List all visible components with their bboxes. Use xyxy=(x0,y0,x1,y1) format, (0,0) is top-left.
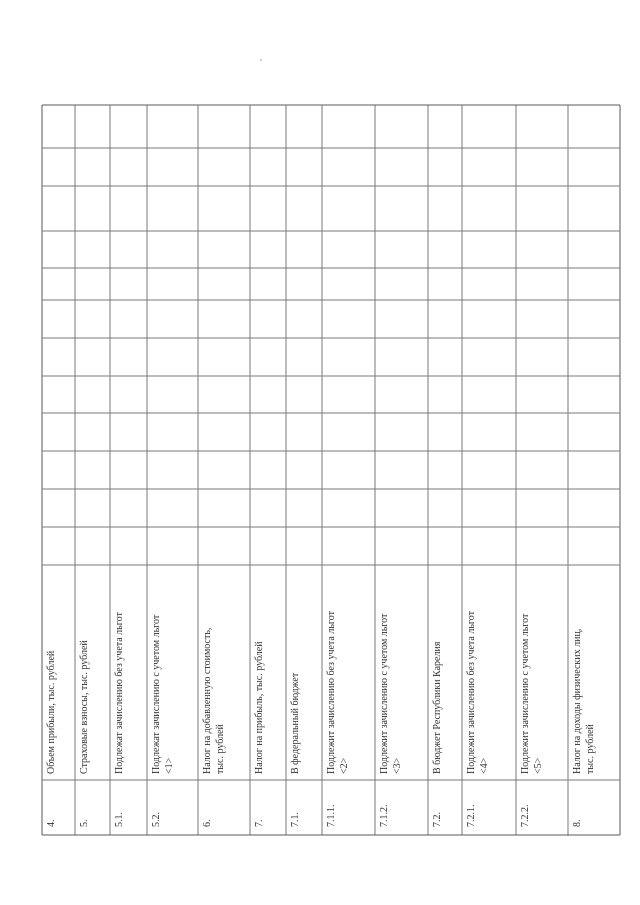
row-label: Налог на доходы физических лиц, xyxy=(572,628,583,774)
row-number: 7.1.2. xyxy=(379,804,390,827)
table-row xyxy=(466,610,490,827)
row-label: В федеральный бюджет xyxy=(290,672,301,774)
row-label: Налог на добавленную стоимость, xyxy=(202,627,213,774)
row-label: Подлежит зачислению без учета льгот xyxy=(466,611,477,774)
scan-speck xyxy=(260,59,262,61)
row-number: 8. xyxy=(572,819,583,827)
row-number: 5.2. xyxy=(151,812,162,827)
row-label: <1> xyxy=(164,757,175,774)
row-label: В бюджет Республики Карелия xyxy=(432,641,443,774)
row-label: Страховые взносы, тыс. рублей xyxy=(79,640,90,774)
row-number: 7.2. xyxy=(432,812,443,827)
table-row xyxy=(290,672,301,827)
table-row xyxy=(254,641,265,827)
row-number: 7.2.1. xyxy=(466,804,477,827)
table-row xyxy=(202,628,226,827)
row-number: 7.1.1. xyxy=(326,804,337,827)
table-row xyxy=(79,640,90,827)
row-number: 6. xyxy=(202,819,213,827)
row-label: <3> xyxy=(392,757,403,774)
row-label: Объем прибыли, тыс. рублей xyxy=(46,650,57,774)
row-label: <2> xyxy=(339,757,350,774)
table-row xyxy=(114,612,125,827)
row-number: 7. xyxy=(254,819,265,827)
row-number: 7.1. xyxy=(290,812,301,827)
row-number: 5. xyxy=(79,819,90,827)
row-number: 4. xyxy=(46,819,57,827)
table-rows xyxy=(46,610,596,827)
row-label: Подлежат зачислению с учетом льгот xyxy=(151,614,162,774)
row-label: тыс. рублей xyxy=(215,724,226,774)
row-label: Подлежат зачислению без учета льгот xyxy=(114,612,125,774)
row-label: Подлежит зачислению с учетом льгот xyxy=(520,613,531,774)
table-row xyxy=(151,614,175,827)
table-row xyxy=(379,613,403,827)
table-row xyxy=(46,650,57,827)
row-label: <5> xyxy=(533,757,544,774)
row-number: 5.1. xyxy=(114,812,125,827)
table-row xyxy=(326,610,350,827)
row-label: тыс. рублей xyxy=(585,724,596,774)
row-label: Подлежит зачислению с учетом льгот xyxy=(379,613,390,774)
row-number: 7.2.2. xyxy=(520,804,531,827)
table-row xyxy=(432,641,443,827)
table-row xyxy=(520,613,544,827)
row-label: Подлежит зачислению без учета льгот xyxy=(326,611,337,774)
table-row xyxy=(572,629,596,827)
row-label: Налог на прибыль, тыс. рублей xyxy=(254,641,265,774)
row-label: <4> xyxy=(479,757,490,774)
